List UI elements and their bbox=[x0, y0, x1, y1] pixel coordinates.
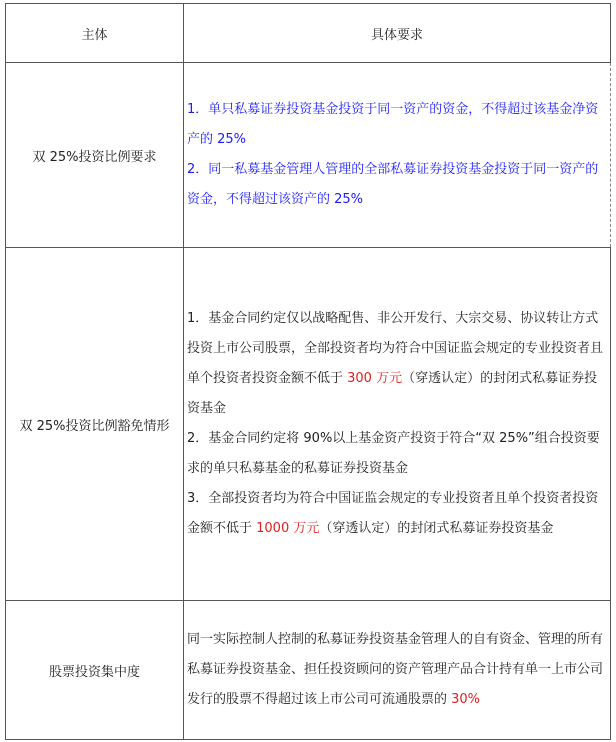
requirement-item: 1．单只私募证券投资基金投资于同一资产的资金，不得超过该基金净资产的 25% bbox=[187, 102, 599, 147]
header-requirements: 具体要求 bbox=[184, 4, 611, 63]
item-text: 3．全部投资者均为符合中国证监会规定的专业投资者且单个投资者投资金额不低于 bbox=[187, 491, 599, 536]
row-requirements bbox=[184, 601, 611, 740]
table-row bbox=[6, 63, 611, 248]
table-row bbox=[6, 601, 611, 740]
highlight-amount: 1000 万元 bbox=[256, 521, 320, 536]
row-subject: 双 25%投资比例要求 bbox=[6, 63, 184, 248]
row-requirements bbox=[184, 248, 611, 601]
requirement-item bbox=[187, 625, 608, 715]
item-text: （穿透认定）的封闭式私募证券投资基金 bbox=[319, 521, 554, 536]
requirement-item: 2．同一私募基金管理人管理的全部私募证券投资基金投资于同一资产的资金，不得超过该资产的 25% bbox=[187, 162, 599, 207]
requirement-item bbox=[187, 484, 608, 544]
table-header-row bbox=[6, 4, 611, 63]
highlight-percent: 30% bbox=[451, 692, 481, 707]
item-text: 1．基金合同约定仅以战略配售、非公开发行、大宗交易、协议转让方式投资上市公司股票，全部投资者均为符合中国证监会规定的专业投资者且单个投资者投资金额不低于 bbox=[187, 311, 604, 386]
requirements-table bbox=[5, 3, 611, 740]
row-subject: 股票投资集中度 bbox=[6, 601, 184, 740]
row-requirements bbox=[184, 63, 611, 248]
highlight-amount: 300 万元 bbox=[347, 371, 403, 386]
requirement-item: 2．基金合同约定将 90%以上基金资产投资于符合“双 25%”组合投资要求的单只私募基金的私募证券投资基金 bbox=[187, 431, 600, 476]
table-row bbox=[6, 248, 611, 601]
item-text: 同一实际控制人控制的私募证券投资基金管理人的自有资金、管理的所有私募证券投资基金、担任投资顾问的资产管理产品合计持有单一上市公司发行的股票不得超过该上市公司可流通股票的 bbox=[187, 632, 604, 707]
row-subject: 双 25%投资比例豁免情形 bbox=[6, 248, 184, 601]
requirement-item bbox=[187, 304, 608, 424]
item-text: （穿透认定）的封闭式私募证券投资基金 bbox=[187, 371, 598, 416]
header-subject: 主体 bbox=[6, 4, 184, 63]
